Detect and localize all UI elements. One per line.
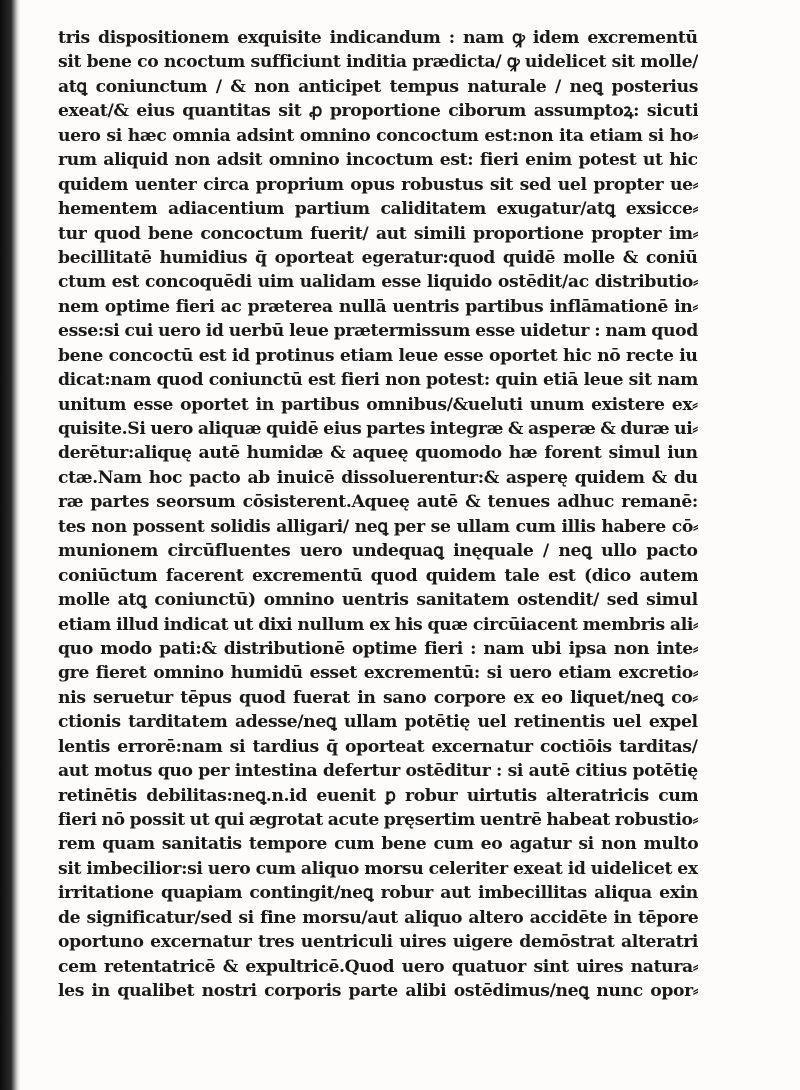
text-line: aut motus quo per intestina defertur ostēditur : si autē citius potētię [58,761,698,782]
text-line: fieri nō possit ut qui ægrotat acute pręsertim uentrē habeat robustio⸗ [58,810,698,830]
text-line: ctum est concoquēdi uim ualidam esse liquido ostēdit/ac distributio⸗ [58,272,698,293]
text-line: quo modo pati:& distributionē optime fieri : nam ubi ipsa non inte⸗ [58,638,698,659]
text-line: ctionis tarditatem adesse/neꝗ ullam potētię uel retinentis uel expel [58,712,698,733]
text-line: lentis errorē:nam si tardius q̄ oporteat excernatur coctiōis tarditas/ [58,736,698,757]
text-line: nis seruetur tēpus quod fuerat in sano corpore ex eo liquet/neꝗ co⸗ [58,687,698,708]
text-line: les in qualibet nostri corporis parte alibi ostēdimus/neꝗ nunc opor⸗ [58,981,698,1002]
text-line: ræ partes seorsum cōsisterent.Aqueę autē & tenues adhuc remanē: [58,492,698,513]
text-line: de significatur/sed si fine morsu/aut aliquo altero accidēte in tēpore [58,907,698,928]
text-line: quisite.Si uero aliquæ quidē eius partes integræ & asperæ & duræ ui⸗ [58,419,698,439]
text-line: retinētis debilitas:neꝗ.n.id euenit ꝑ robur uirtutis alteratricis cum [58,785,698,806]
text-line: quidem uenter circa proprium opus robustus sit sed uel propter ue⸗ [58,174,698,195]
text-line: hementem adiacentium partium caliditatem exugatur/atꝗ exsicce⸗ [58,199,698,220]
text-line: uero si hæc omnia adsint omnino concoctum est:non ita etiam si ho⸗ [58,125,698,146]
text-line: rum aliquid non adsit omnino incoctum est: fieri enim potest ut hic [58,150,698,171]
binding-gutter-shadow [0,0,20,1090]
text-line: derētur:aliquę autē humidæ & aqueę quomodo hæ forent simul iun [58,443,698,464]
text-line: esse:si cui uero id uerbū leue prætermissum esse uidetur : nam quod [58,321,698,342]
text-line: bene concoctū est id protinus etiam leue esse oportet hic nō recte iu [58,345,698,366]
text-line: oportuno excernatur tres uentriculi uires uigere demōstrat alteratri [58,932,698,953]
text-line: coniūctum facerent excrementū quod quidem tale est (dico autem [58,565,698,586]
text-line: cem retentatricē & expultricē.Quod uero quatuor sint uires natura⸗ [58,956,698,977]
text-line: gre fieret omnino humidū esset excrementū: si uero etiam excretio⸗ [58,663,698,684]
text-line: sit bene co ncoctum sufficiunt inditia prædicta/ ꝙ uidelicet sit molle/ [58,52,698,73]
text-line: irritatione quapiam contingit/neꝗ robur aut imbecillitas aliqua exin [58,883,698,904]
text-line: molle atꝗ coniunctū) omnino uentris sanitatem ostendit/ sed simul [58,590,698,611]
text-line: nem optime fieri ac præterea nullā uentris partibus inflāmationē in⸗ [58,296,698,317]
text-line: becillitatē humidius q̄ oporteat egeratur:quod quidē molle & coniū [58,247,698,268]
text-line: etiam illud indicat ut dixi nullum ex his quæ circūiacent membris ali⸗ [58,614,698,635]
text-line: dicat:nam quod coniunctū est fieri non potest: quin etiā leue sit nam [58,370,698,391]
text-line: tur quod bene concoctum fuerit/ aut simili proportione propter im⸗ [58,223,698,244]
text-line: sit imbecilior:si uero cum aliquo morsu celeriter exeat id uidelicet ex [58,858,698,879]
text-line: rem quam sanitatis tempore cum bene cum eo agatur si non multo [58,834,698,855]
text-line: exeat/& eius quantitas sit ꝓ proportione ciborum assumptoꝝ: sicuti [58,101,698,122]
text-line: tris dispositionem exquisite indicandum : nam ꝙ idem excrementū [58,28,698,48]
text-line: unitum esse oportet in partibus omnibus/&ueluti unum existere ex⸗ [58,394,698,415]
text-line: ctæ.Nam hoc pacto ab inuicē dissoluerentur:& asperę quidem & du [58,467,698,488]
latin-text-block [58,26,698,1004]
text-line: munionem circūfluentes uero undequaꝗ inęquale / neꝗ ullo pacto [58,541,698,562]
text-line: atꝗ coniunctum / & non anticipet tempus naturale / neꝗ posterius [58,76,698,97]
text-line: tes non possent solidis alligari/ neꝗ per se ullam cum illis habere cō⸗ [58,516,698,537]
